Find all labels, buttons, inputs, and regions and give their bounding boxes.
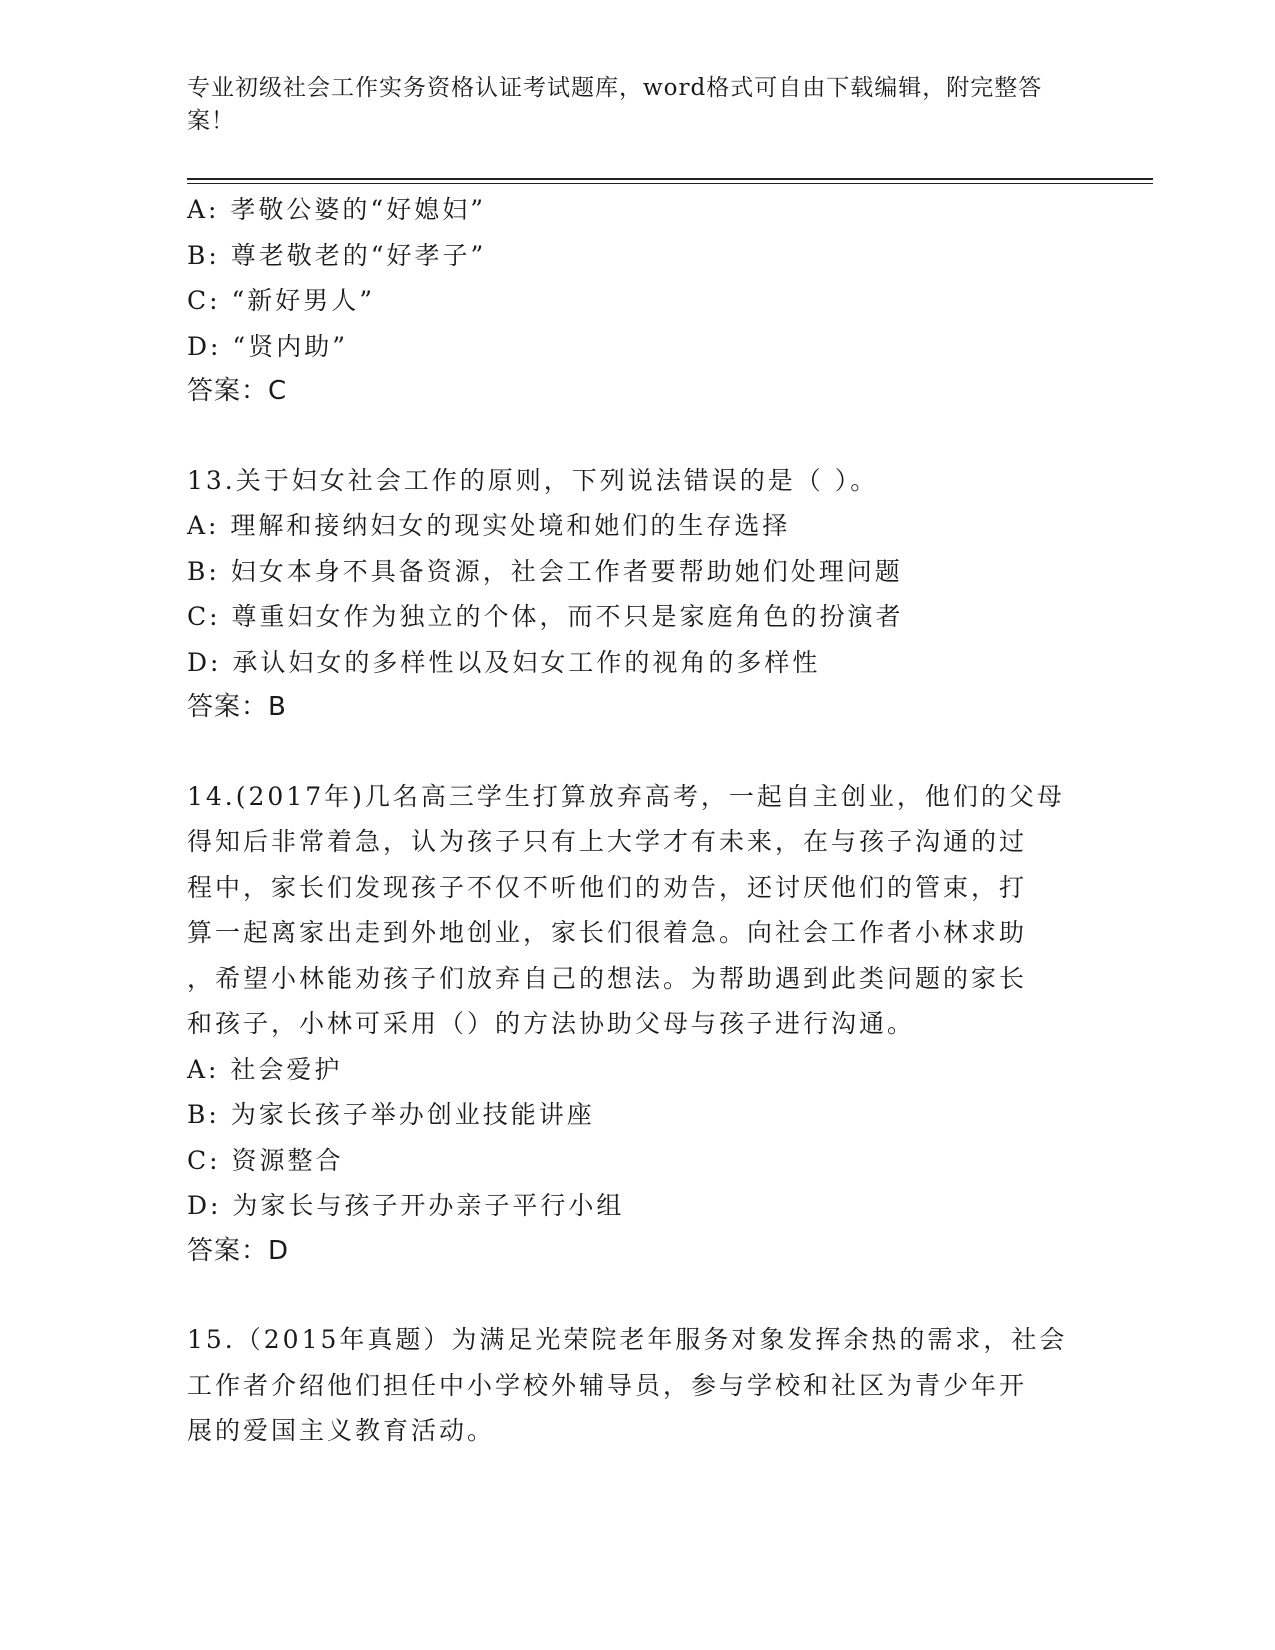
page-header — [187, 72, 1067, 138]
header-divider-thick — [187, 178, 1153, 180]
stem-line: 展的爱国主义教育活动。 — [187, 1416, 496, 1445]
header-divider-thin — [187, 183, 1153, 184]
stem-line: 14.(2017年)几名高三学生打算放弃高考，一起自主创业，他们的父母 — [187, 781, 1065, 811]
option-a: A: 理解和接纳妇女的现实处境和她们的生存选择 — [187, 511, 791, 540]
answer: 答案：B — [187, 692, 287, 722]
question-14 — [187, 774, 1087, 1275]
option-c: C: 资源整合 — [187, 1145, 344, 1175]
option-b: B: 妇女本身不具备资源，社会工作者要帮助她们处理问题 — [187, 556, 903, 586]
question-12 — [187, 187, 1087, 415]
stem-line: 15.（2015年真题）为满足光荣院老年服务对象发挥余热的需求，社会 — [187, 1325, 1068, 1354]
option-c: C: 尊重妇女作为独立的个体，而不只是家庭角色的扮演者 — [187, 602, 904, 631]
spacer — [187, 1274, 1087, 1317]
question-13 — [187, 458, 1087, 731]
option-d: D: 承认妇女的多样性以及妇女工作的视角的多样性 — [187, 647, 821, 677]
spacer — [187, 731, 1087, 774]
option-d: D: 为家长与孩子开办亲子平行小组 — [187, 1191, 625, 1220]
question-content — [187, 187, 1087, 1454]
question-stem — [187, 1317, 1087, 1454]
answer: 答案：C — [187, 376, 288, 406]
stem-line: 工作者介绍他们担任中小学校外辅导员，参与学校和社区为青少年开 — [187, 1370, 1028, 1400]
option-a: A: 社会爱护 — [187, 1054, 343, 1084]
header-line-2: 案！ — [187, 108, 235, 134]
question-stem — [187, 774, 1087, 1047]
option-b: B: 为家长孩子举办创业技能讲座 — [187, 1100, 595, 1129]
option-a: A: 孝敬公婆的“好媳妇” — [187, 195, 486, 224]
option-d: D: “贤内助” — [187, 331, 348, 361]
header-line-1: 专业初级社会工作实务资格认证考试题库，word格式可自由下载编辑，附完整答 — [187, 75, 1043, 101]
stem-line: 程中，家长们发现孩子不仅不听他们的劝告，还讨厌他们的管束，打 — [187, 872, 1028, 902]
spacer — [187, 415, 1087, 458]
option-c: C: “新好男人” — [187, 286, 376, 315]
stem-line: 和孩子，小林可采用（）的方法协助父母与孩子进行沟通。 — [187, 1009, 916, 1038]
stem-line: ，希望小林能劝孩子们放弃自己的想法。为帮助遇到此类问题的家长 — [187, 963, 1028, 993]
answer: 答案：D — [187, 1235, 290, 1266]
stem-line: 算一起离家出走到外地创业，家长们很着急。向社会工作者小林求助 — [187, 918, 1028, 947]
option-b: B: 尊老敬老的“好孝子” — [187, 240, 487, 270]
question-stem: 13.关于妇女社会工作的原则，下列说法错误的是（ ）。 — [187, 465, 879, 495]
question-15 — [187, 1317, 1087, 1454]
stem-line: 得知后非常着急，认为孩子只有上大学才有未来，在与孩子沟通的过 — [187, 827, 1028, 856]
